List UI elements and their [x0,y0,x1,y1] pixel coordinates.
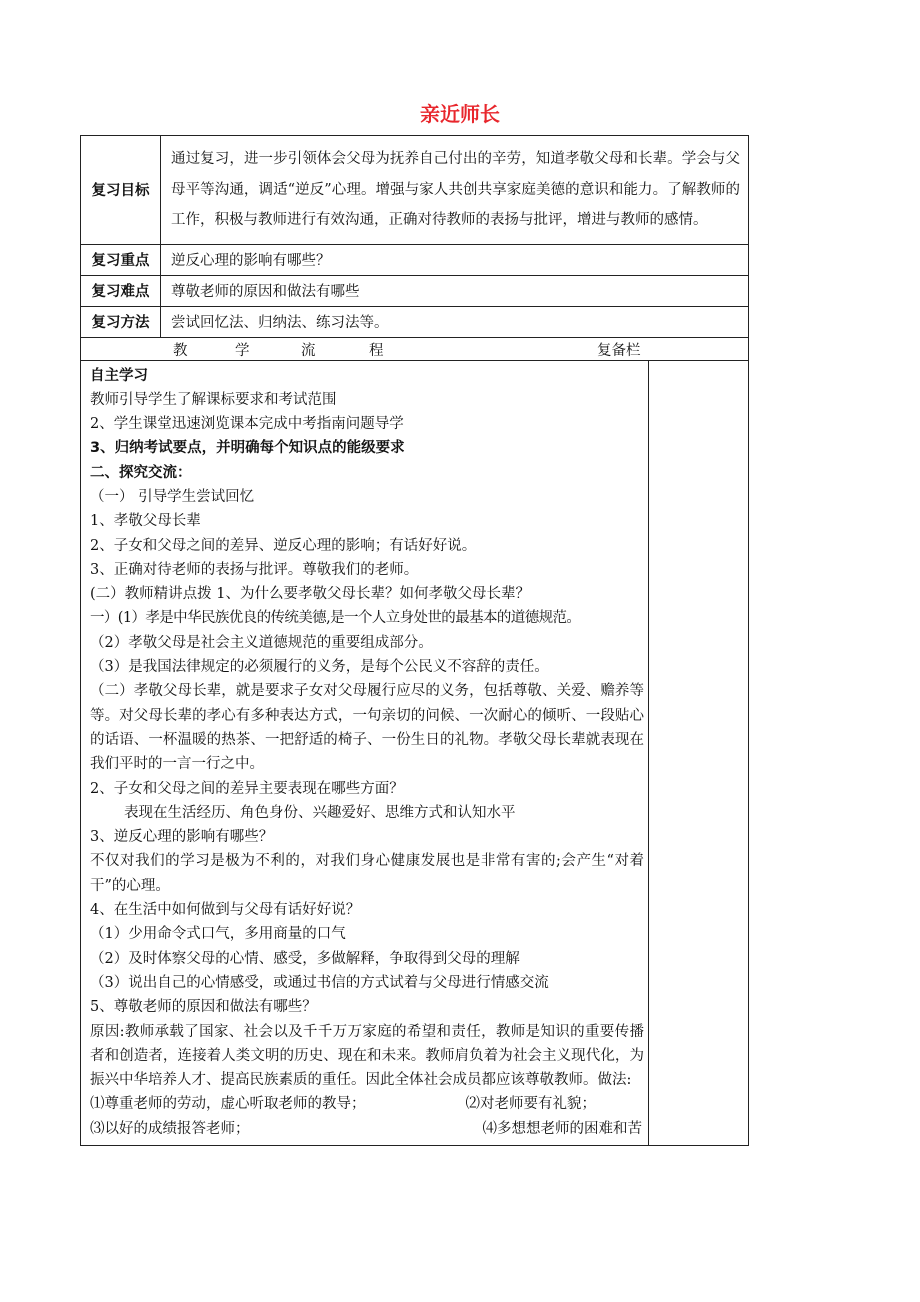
key-point-row [81,244,749,275]
text-paragraph: 不仅对我们的学习是极为不利的，对我们身心健康发展也是非常有害的;会产生“对着干”的心理。 [90,853,644,894]
section-heading: 自主学习 [90,367,148,384]
flow-header-row [81,337,749,360]
method-item: ⑷多想想老师的困难和苦 [482,1120,642,1137]
lesson-content [81,360,649,1146]
text-line: (二）教师精讲点拨 1、为什么要孝敬父母长辈？如何孝敬父母长辈？ [90,586,530,603]
text-line: （3）说出自己的心情感受，或通过书信的方式试着与父母进行情感交流 [90,974,549,991]
method-row [81,306,749,337]
text-paragraph: （二）孝敬父母长辈，就是要求子女对父母履行应尽的义务，包括尊敬、关爱、赡养等等。对父母长辈的孝心有多种表达方式，一句亲切的问候、一次耐心的倾听、一段贴心的话语、一杯温暖的热茶、一把舒适的椅子、一份生日的礼物。孝敬父母长辈就表现在我们平时的一言一行之中。 [90,683,644,773]
flow-header-side: 复备栏 [597,342,641,359]
difficulty-row [81,275,749,306]
key-point-text: 逆反心理的影响有哪些？ [161,244,749,275]
text-line: （3）是我国法律规定的必须履行的义务，是每个公民义不容辞的责任。 [90,659,549,676]
page-title: 亲近师长 [420,102,500,126]
row-label: 复习难点 [81,275,161,306]
text-line: （1）少用命令式口气，多用商量的口气 [90,926,346,943]
method-item: ⑶以好的成绩报答老师； [90,1120,250,1137]
row-label: 复习重点 [81,244,161,275]
row-label: 复习目标 [81,136,161,245]
flow-header-char: 流 [301,342,316,359]
text-paragraph: 原因:教师承载了国家、社会以及千千万万家庭的希望和责任，教师是知识的重要传播者和创造者，连接着人类文明的历史、现在和未来。教师肩负着为社会主义现代化，为振兴中华培养人才、提高民族素质的重任。因此全体社会成员都应该尊敬教师。做法: [90,1023,644,1089]
review-table [80,135,749,1146]
text-line: 表现在生活经历、角色身份、兴趣爱好、思维方式和认知水平 [124,804,516,821]
text-line: （一） 引导学生尝试回忆 [90,488,255,505]
flow-header-char: 教 [173,342,188,359]
flow-header-char: 程 [369,342,384,359]
review-notes-column [649,360,749,1146]
text-line: 3、逆反心理的影响有哪些？ [90,829,274,846]
text-line: 教师引导学生了解课标要求和考试范围 [90,391,337,408]
goal-row [81,136,749,245]
goal-text: 通过复习，进一步引领体会父母为抚养自己付出的辛劳，知道孝敬父母和长辈。学会与父母平等沟通，调适“逆反”心理。增强与家人共创共享家庭美德的意识和能力。了解教师的工作，积极与教师进行有效沟通，正确对待教师的表扬与批评，增进与教师的感情。 [161,136,749,245]
content-row [81,360,749,1146]
text-line: 3、归纳考试要点，并明确每个知识点的能级要求 [90,440,405,457]
text-line: 一）(1）孝是中华民族优良的传统美德,是一个人立身处世的最基本的道德规范。 [90,610,581,627]
flow-header-char: 学 [235,342,250,359]
text-line: 2、子女和父母之间的差异主要表现在哪些方面？ [90,780,404,797]
method-item: ⑴尊重老师的劳动，虚心听取老师的教导； [90,1096,366,1113]
method-line [90,1092,644,1116]
text-line: 1、孝敬父母长辈 [90,513,201,530]
method-item: ⑵对老师要有礼貌； [465,1096,596,1113]
section-heading: 二、探究交流： [90,464,192,481]
text-line: （2）及时体察父母的心情、感受，多做解释，争取得到父母的理解 [90,950,520,967]
text-line: 5、尊敬老师的原因和做法有哪些？ [90,999,317,1016]
text-line: 2、学生课堂迅速浏览课本完成中考指南问题导学 [90,416,404,433]
text-line: 3、正确对待老师的表扬与批评。尊敬我们的老师。 [90,561,419,578]
difficulty-text: 尊敬老师的原因和做法有哪些 [161,275,749,306]
text-line: 4、在生活中如何做到与父母有话好好说？ [90,902,361,919]
text-line: 2、子女和父母之间的差异、逆反心理的影响；有话好好说。 [90,537,477,554]
method-text: 尝试回忆法、归纳法、练习法等。 [161,306,749,337]
text-line: （2）孝敬父母是社会主义道德规范的重要组成部分。 [90,634,433,651]
method-line [90,1117,644,1141]
row-label: 复习方法 [81,306,161,337]
